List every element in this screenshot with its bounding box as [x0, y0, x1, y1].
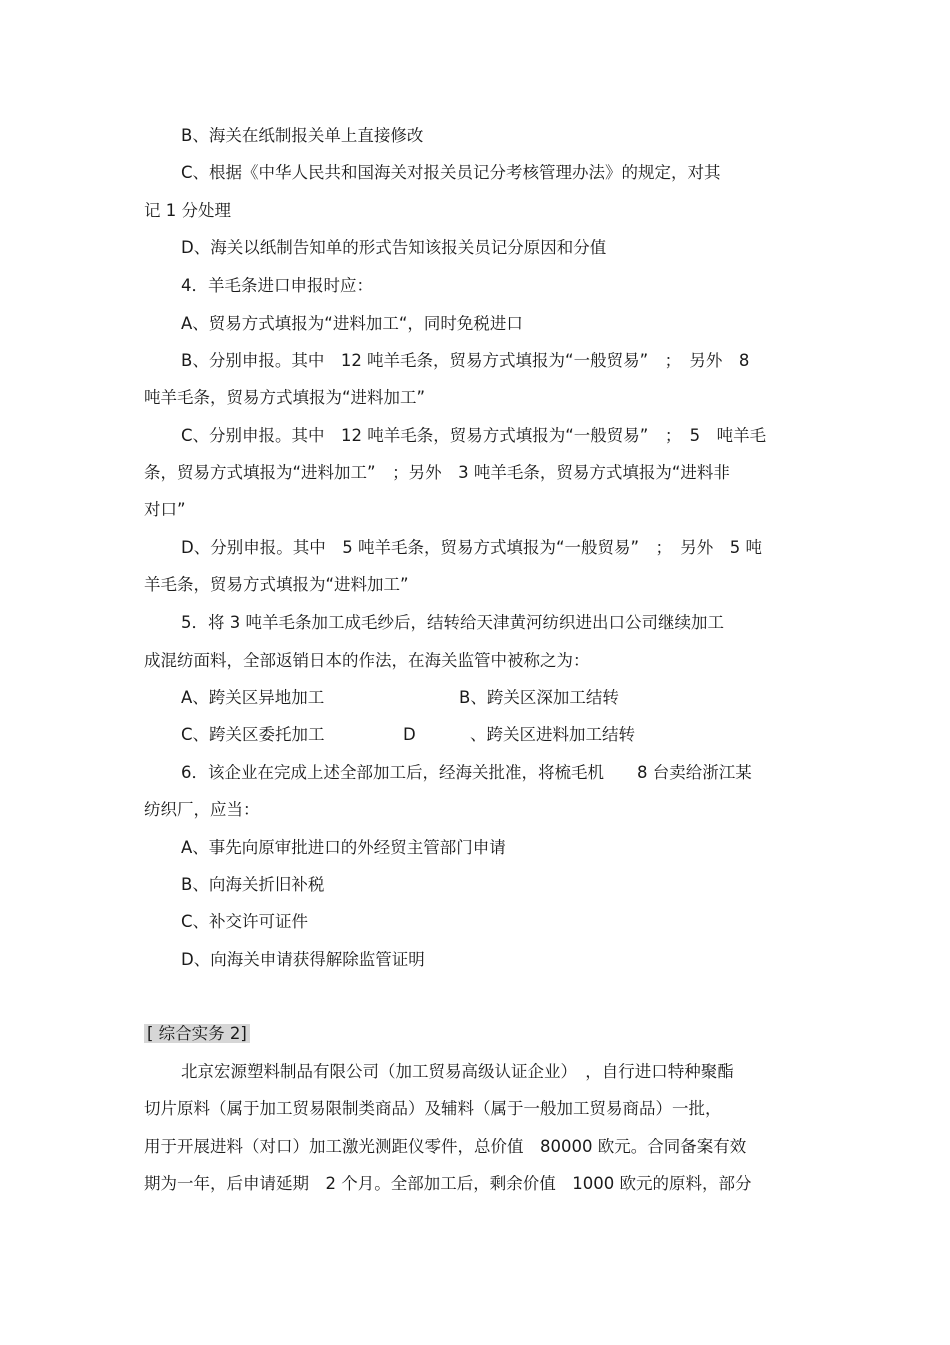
section-paragraph-line4: 期为一年，后申请延期 2 个月。全部加工后，剩余价值 1000 欧元的原料，部分: [144, 1174, 752, 1193]
q4-option-c-line3: 对口”: [144, 500, 186, 519]
q5-option-a: A、跨关区异地加工: [181, 688, 325, 707]
q4-option-b-line2: 吨羊毛条，贸易方式填报为“进料加工”: [144, 388, 426, 407]
q6-option-a: A、事先向原审批进口的外经贸主管部门申请: [181, 838, 506, 857]
q5-question-line1: 5．将 3 吨羊毛条加工成毛纱后，结转给天津黄河纺织进出口公司继续加工: [181, 613, 724, 632]
q4-question: 4．羊毛条进口申报时应：: [181, 276, 373, 295]
q4-option-c-line2: 条，贸易方式填报为“进料加工” ；另外 3 吨羊毛条，贸易方式填报为“进料非: [144, 463, 730, 482]
q5-option-d-text: 、跨关区进料加工结转: [470, 725, 635, 744]
q4-option-d-line1: D、分别申报。其中 5 吨羊毛条，贸易方式填报为“一般贸易” ； 另外 5 吨: [181, 538, 763, 557]
q4-option-a: A、贸易方式填报为“进料加工“，同时免税进口: [181, 314, 523, 333]
q6-option-d: D、向海关申请获得解除监管证明: [181, 950, 425, 969]
q5-option-c: C、跨关区委托加工: [181, 725, 325, 744]
q6-option-c: C、补交许可证件: [181, 912, 309, 931]
section-heading: [144, 1024, 250, 1044]
q3-option-c-line1: C、根据《中华人民共和国海关对报关员记分考核管理办法》的规定，对其: [181, 163, 721, 182]
q5-option-d-letter: D: [403, 725, 416, 744]
section-heading-label: [ 综合实务 2]: [144, 1024, 250, 1043]
q5-question-line2: 成混纺面料，全部返销日本的作法，在海关监管中被称之为：: [144, 651, 590, 670]
q5-option-b: B、跨关区深加工结转: [459, 688, 619, 707]
q6-option-b: B、向海关折旧补税: [181, 875, 325, 894]
q6-question-line2: 纺织厂，应当：: [144, 800, 260, 819]
q4-option-c-line1: C、分别申报。其中 12 吨羊毛条，贸易方式填报为“一般贸易” ； 5 吨羊毛: [181, 426, 767, 445]
q4-option-b-line1: B、分别申报。其中 12 吨羊毛条，贸易方式填报为“一般贸易” ； 另外 8: [181, 351, 750, 370]
section-paragraph-line2: 切片原料（属于加工贸易限制类商品）及辅料（属于一般加工贸易商品）一批，: [144, 1099, 722, 1118]
q3-option-c-line2: 记 1 分处理: [144, 201, 231, 220]
section-paragraph-line3: 用于开展进料（对口）加工激光测距仪零件，总价值 80000 欧元。合同备案有效: [144, 1137, 747, 1156]
section-paragraph-line1: 北京宏源塑料制品有限公司（加工贸易高级认证企业） ，自行进口特种聚酯: [181, 1062, 734, 1081]
q3-option-d: D、海关以纸制告知单的形式告知该报关员记分原因和分值: [181, 238, 607, 257]
q4-option-d-line2: 羊毛条，贸易方式填报为“进料加工”: [144, 575, 409, 594]
q3-option-b: B、海关在纸制报关单上直接修改: [181, 126, 424, 145]
q6-question-line1: 6．该企业在完成上述全部加工后，经海关批准，将梳毛机 8 台卖给浙江某: [181, 763, 752, 782]
